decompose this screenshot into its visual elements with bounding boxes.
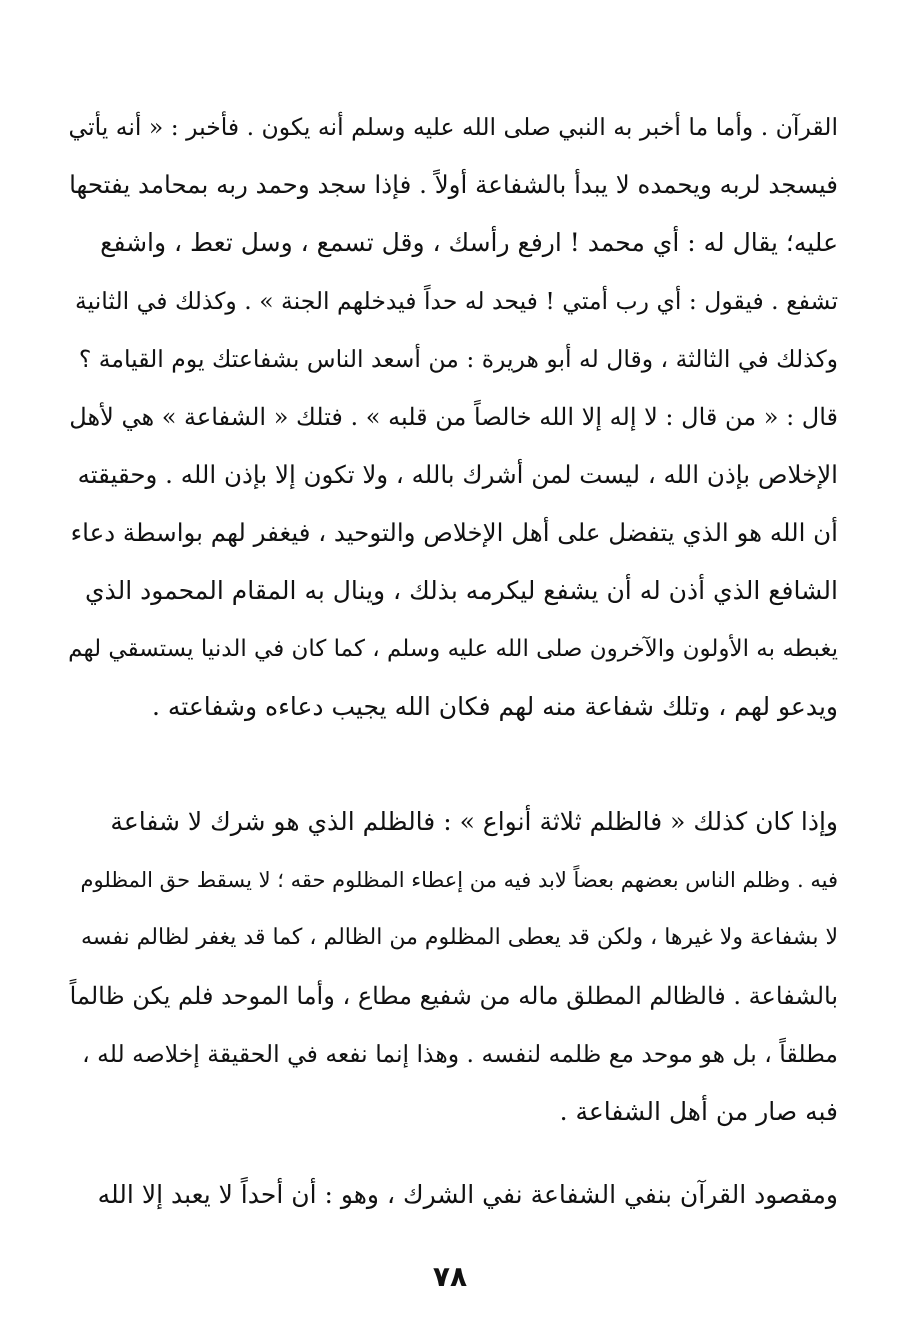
text-line: فبه صار من أهل الشفاعة . xyxy=(559,1097,838,1126)
text-line: لا بشفاعة ولا غيرها ، ولكن قد يعطى المظلوم من الظالم ، كما قد يغفر لظالم نفسه xyxy=(80,925,838,950)
text-line: فيه . وظلم الناس بعضهم بعضاً لابد فيه من إعطاء المظلوم حقه ؛ لا يسقط حق المظلوم xyxy=(80,868,838,892)
text-line: يغبطه به الأولون والآخرون صلى الله عليه وسلم ، كما كان في الدنيا يستسقي لهم xyxy=(68,636,838,662)
text-line: بالشفاعة . فالظالم المطلق ماله من شفيع مطاع ، وأما الموحد فلم يكن ظالماً xyxy=(69,982,838,1010)
text-line: ومقصود القرآن بنفي الشفاعة نفي الشرك ، وهو : أن أحداً لا يعبد إلا الله xyxy=(97,1180,838,1209)
text-line: مطلقاً ، بل هو موحد مع ظلمه لنفسه . وهذا إنما نفعه في الحقيقة إخلاصه لله ، xyxy=(82,1040,838,1068)
paragraph-1 xyxy=(68,98,838,736)
text-line: قال : « من قال : لا إله إلا الله خالصاً من قلبه » . فتلك « الشفاعة » هي لأهل xyxy=(69,403,838,431)
paragraph-2 xyxy=(68,793,838,1141)
text-line: عليه؛ يقال له : أي محمد ! ارفع رأسك ، وقل تسمع ، وسل تعط ، واشفع xyxy=(100,228,838,257)
text-line: الإخلاص بإذن الله ، ليست لمن أشرك بالله ، ولا تكون إلا بإذن الله . وحقيقته xyxy=(77,460,838,489)
text-line: فيسجد لربه ويحمده لا يبدأ بالشفاعة أولاً . فإذا سجد وحمد ربه بمحامد يفتحها xyxy=(69,170,838,199)
text-line: وكذلك في الثالثة ، وقال له أبو هريرة : من أسعد الناس بشفاعتك يوم القيامة ؟ xyxy=(78,345,838,373)
text-line: ويدعو لهم ، وتلك شفاعة منه لهم فكان الله يجيب دعاءه وشفاعته . xyxy=(152,692,838,721)
text-line: وإذا كان كذلك « فالظلم ثلاثة أنواع » : فالظلم الذي هو شرك لا شفاعة xyxy=(110,807,838,836)
paragraph-3 xyxy=(68,1166,838,1224)
text-line: القرآن . وأما ما أخبر به النبي صلى الله عليه وسلم أنه يكون . فأخبر : « أنه يأتي xyxy=(68,113,838,141)
text-line: تشفع . فيقول : أي رب أمتي ! فيحد له حداً فيدخلهم الجنة » . وكذلك في الثانية xyxy=(75,287,838,315)
text-line: أن الله هو الذي يتفضل على أهل الإخلاص والتوحيد ، فيغفر لهم بواسطة دعاء xyxy=(70,518,838,547)
page-number: ٧٨ xyxy=(432,1260,468,1293)
text-line: الشافع الذي أذن له أن يشفع ليكرمه بذلك ، وينال به المقام المحمود الذي xyxy=(84,576,838,605)
